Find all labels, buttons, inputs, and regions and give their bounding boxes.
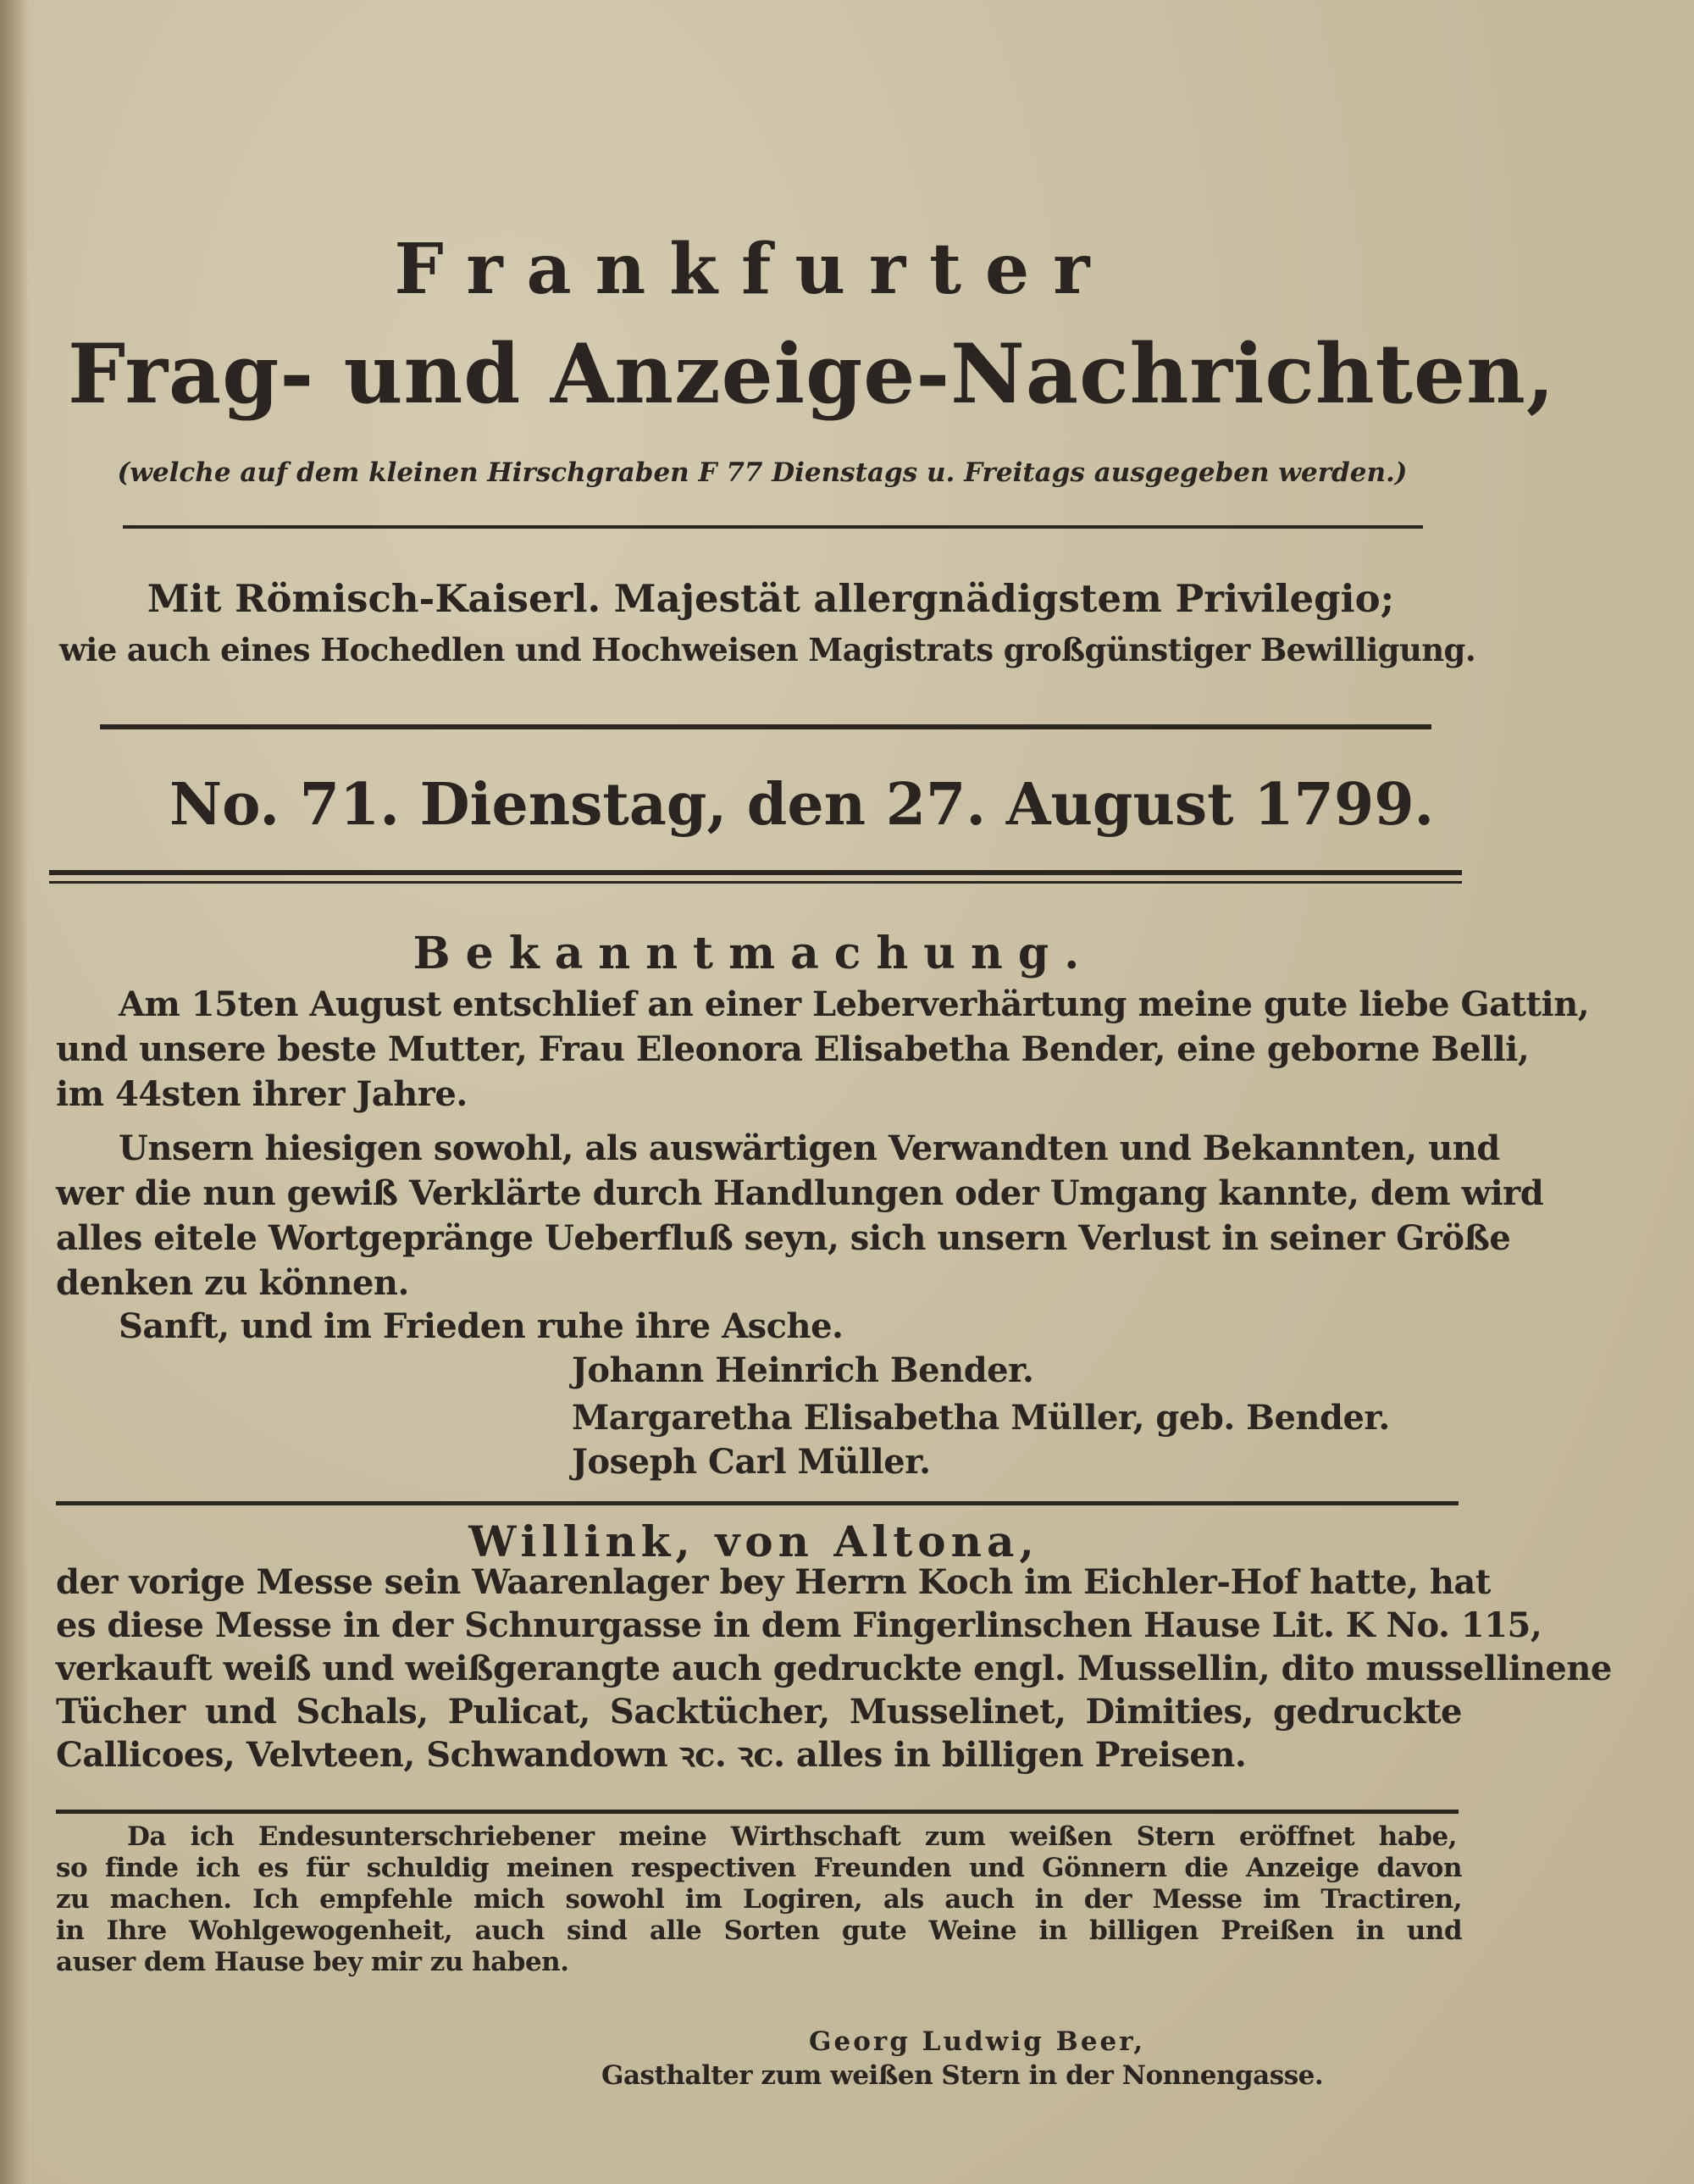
text-line: Am 15ten August entschlief an einer Leberverhärtung meine gute liebe Gattin,: [119, 984, 1590, 1024]
text-line: im 44sten ihrer Jahre.: [56, 1074, 468, 1114]
text-line: so finde ich es für schuldig meinen respectiven Freunden und Gönnern die Anzeige davon: [56, 1853, 1462, 1883]
signature: Johann Heinrich Bender.: [572, 1350, 1034, 1390]
text-line: der vorige Messe sein Waarenlager bey Herrn Koch im Eichler-Hof hatte, hat: [56, 1562, 1491, 1602]
masthead-subtitle: (welche auf dem kleinen Hirschgraben F 77 Dienstags u. Freitags ausgegeben werden.): [117, 457, 1408, 488]
notice-heading: Bekanntmachung.: [412, 928, 1095, 979]
text-line: Callicoes, Velvteen, Schwandown ꝛc. ꝛc. alles in billigen Preisen.: [56, 1735, 1247, 1775]
divider: [49, 870, 1462, 875]
divider: [100, 724, 1431, 729]
text-line: denken zu können.: [56, 1263, 409, 1303]
masthead-title-line1: Frankfurter: [394, 229, 1114, 310]
signature-title: Gasthalter zum weißen Stern in der Nonnengasse.: [601, 2060, 1324, 2091]
text-line: es diese Messe in der Schnurgasse in dem Fingerlinschen Hause Lit. K No. 115,: [56, 1605, 1542, 1645]
text-line: wer die nun gewiß Verklärte durch Handlungen oder Umgang kannte, dem wird: [56, 1173, 1544, 1213]
divider: [123, 525, 1423, 529]
text-line: zu machen. Ich empfehle mich sowohl im Logiren, als auch in der Messe im Tractiren,: [56, 1884, 1462, 1915]
text-line: Tücher und Schals, Pulicat, Sacktücher, Musselinet, Dimities, gedruckte: [56, 1692, 1462, 1732]
text-line: Sanft, und im Frieden ruhe ihre Asche.: [119, 1306, 844, 1346]
text-line: und unsere beste Mutter, Frau Eleonora Elisabetha Bender, eine geborne Belli,: [56, 1029, 1530, 1069]
text-line: verkauft weiß und weißgerangte auch gedruckte engl. Mussellin, dito mussellinene: [56, 1649, 1612, 1688]
text-line: Unsern hiesigen sowohl, als auswärtigen Verwandten und Bekannten, und: [119, 1128, 1500, 1168]
page-edge-shadow: [0, 0, 29, 2184]
divider: [56, 1501, 1459, 1505]
signature: Joseph Carl Müller.: [572, 1442, 931, 1482]
privilege-line1: Mit Römisch-Kaiserl. Majestät allergnädigstem Privilegio;: [147, 576, 1395, 621]
masthead-title-line2: Frag- und Anzeige-Nachrichten,: [68, 326, 1556, 422]
signature-name: Georg Ludwig Beer,: [809, 2026, 1146, 2057]
text-line: alles eitele Wortgepränge Ueberfluß seyn, sich unsern Verlust in seiner Größe: [56, 1218, 1511, 1258]
text-line: auser dem Hause bey mir zu haben.: [56, 1947, 569, 1977]
divider: [56, 1810, 1459, 1814]
text-line: in Ihre Wohlgewogenheit, auch sind alle Sorten gute Weine in billigen Preißen in und: [56, 1915, 1462, 1946]
issue-line: No. 71. Dienstag, den 27. August 1799.: [169, 771, 1435, 839]
privilege-line2: wie auch eines Hochedlen und Hochweisen Magistrats großgünstiger Bewilligung.: [59, 631, 1476, 668]
notice-heading: Willink, von Altona,: [468, 1516, 1039, 1566]
signature: Margaretha Elisabetha Müller, geb. Bender.: [572, 1398, 1390, 1438]
text-line: Da ich Endesunterschriebener meine Wirthschaft zum weißen Stern eröffnet habe,: [127, 1821, 1457, 1852]
divider: [49, 881, 1462, 884]
